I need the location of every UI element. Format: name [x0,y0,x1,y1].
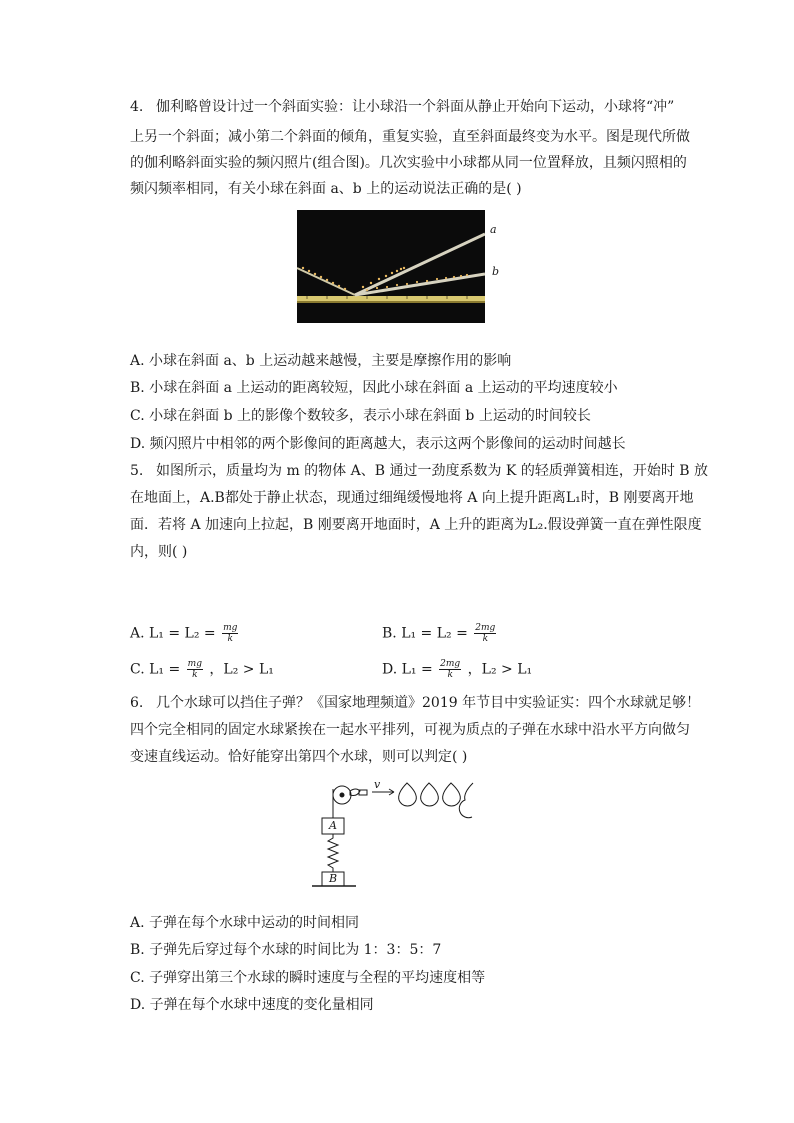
q6-number: 6. [130,695,144,711]
q6-option-d: D. 子弹在每个水球中速度的变化量相同 [130,997,374,1013]
q5-option-a-numerator: mg [223,623,238,633]
q5-option-a-prefix: A. L₁ = L₂ = [130,625,216,642]
q6-option-c: C. 子弹穿出第三个水球的瞬时速度与全程的平均速度相等 [130,970,486,986]
q4-stem-line-1: 伽利略曾设计过一个斜面实验：让小球沿一个斜面从静止开始向下运动，小球将“冲” [156,99,675,115]
q5-option-b-numerator: 2mg [475,623,496,633]
q5-option-c-fraction [187,659,203,680]
q5-option-b-prefix: B. L₁ = L₂ = [382,625,468,642]
q5-option-d [382,659,532,680]
q6-option-a: A. 子弹在每个水球中运动的时间相同 [130,915,360,931]
q5-stem-line-2: 在地面上，A.B都处于静止状态，现通过细绳缓慢地将 A 向上提升距离L₁时，B 刚要离开地 [130,490,694,506]
q4-number: 4. [130,99,144,115]
q5-number: 5. [130,463,144,479]
q5-stem-line-1: 如图所示，质量均为 m 的物体 A、B 通过一劲度系数为 K 的轻质弹簧相连，开始时 B 放 [156,463,709,479]
q5-option-d-numerator: 2mg [440,659,461,669]
q4-option-d: D. 频闪照片中相邻的两个影像间的距离越大，表示这两个影像间的运动时间越长 [130,436,626,452]
q5-option-d-denominator: k [447,670,453,680]
q5-option-a-fraction [222,623,238,644]
q4-option-c: C. 小球在斜面 b 上的影像个数较多，表示小球在斜面 b 上运动的时间较长 [130,408,591,424]
q5-option-c-numerator: mg [187,659,202,669]
q4-stem-line-3: 的伽利略斜面实验的频闪照片(组合图)。几次实验中小球都从同一位置释放，且频闪照相的 [130,155,687,171]
q5-option-c [130,659,274,680]
q4-stem-line-4: 频闪频率相同，有关小球在斜面 a、b 上的运动说法正确的是( ) [130,181,522,197]
block-a-label: A [329,819,337,832]
figure-drawing [312,775,482,890]
incline-photo-drawing [297,210,485,323]
q5-option-d-fraction [439,659,461,680]
incline-a-label: a [490,223,497,236]
q4-stem-line-2: 上另一个斜面；减小第二个斜面的倾角，重复实验，直至斜面最终变为水平。图是现代所做 [130,129,690,145]
spring-bullet-water-balloon-figure [312,775,482,890]
q4-option-b: B. 小球在斜面 a 上运动的距离较短，因此小球在斜面 a 上运动的平均速度较小 [130,380,618,396]
incline-b-label: b [492,265,500,278]
q5-stem-line-3: 面．若将 A 加速向上拉起，B 刚要离开地面时，A 上升的距离为L₂.假设弹簧一直在弹性限度 [130,517,702,533]
velocity-label: v [374,778,381,791]
q5-option-c-prefix: C. L₁ = [130,661,181,678]
q5-option-b-fraction [474,623,496,644]
q5-option-a-denominator: k [227,634,233,644]
q5-option-d-suffix: ，L₂ > L₁ [467,661,533,678]
block-b-label: B [329,872,338,885]
q5-option-b-denominator: k [482,634,489,644]
q6-option-b: B. 子弹先后穿过每个水球的时间比为 1：3：5：7 [130,942,442,958]
q5-option-c-denominator: k [192,670,198,680]
q5-option-d-prefix: D. L₁ = [382,661,433,678]
q5-stem-line-4: 内，则( ) [130,544,188,560]
q4-option-a: A. 小球在斜面 a、b 上运动越来越慢，主要是摩擦作用的影响 [130,353,512,369]
q6-stem-line-2: 四个完全相同的固定水球紧挨在一起水平排列，可视为质点的子弹在水球中沿水平方向做匀 [130,722,690,738]
q5-option-a [130,623,240,644]
q5-option-b [382,623,498,644]
q6-stem-line-1: 几个水球可以挡住子弹？《国家地理频道》2019 年节目中实验证实：四个水球就足够！ [156,695,701,711]
q6-stem-line-3: 变速直线运动。恰好能穿出第四个水球，则可以判定( ) [130,749,468,765]
incline-stroboscopic-photo [297,210,485,323]
q5-option-c-suffix: ，L₂ > L₁ [209,661,274,678]
